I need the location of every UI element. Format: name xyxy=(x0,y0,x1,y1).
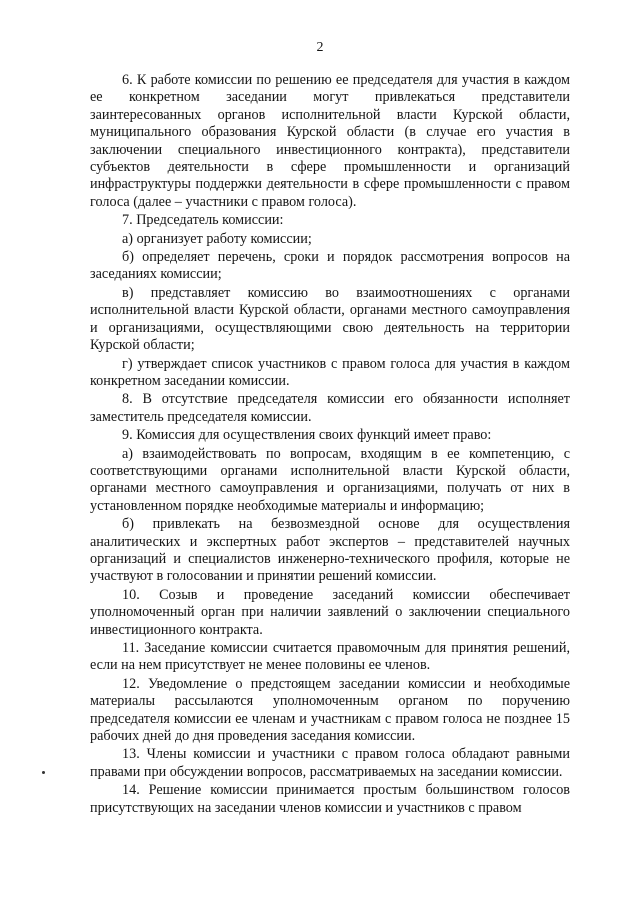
paragraph-14: 14. Решение комиссии принимается простым большинством голосов присутствующих на заседании членов комиссии и участников с правом xyxy=(90,782,570,816)
page-number: 2 xyxy=(316,40,324,55)
paragraph-8: 8. В отсутствие председателя комиссии его обязанности исполняет заместитель председателя комиссии. xyxy=(90,391,570,425)
paragraph-13: 13. Члены комиссии и участники с правом голоса обладают равными правами при обсуждении вопросов, рассматриваемых на заседании комиссии. xyxy=(90,746,570,780)
paragraph-9: 9. Комиссия для осуществления своих функций имеет право: xyxy=(122,427,492,444)
paragraph-9a: а) взаимодействовать по вопросам, входящим в ее компетенцию, с соответствующими органами исполнительной власти Курской области, органами местного самоуправления и организациями, получать от них в установленном порядке необходимые материалы и информацию; xyxy=(90,445,570,514)
paragraph-7a: а) организует работу комиссии; xyxy=(122,230,312,247)
margin-dot-mark xyxy=(42,771,45,774)
paragraph-7: 7. Председатель комиссии: xyxy=(122,212,284,229)
paragraph-12: 12. Уведомление о предстоящем заседании комиссии и необходимые материалы рассылаются уполномоченным органом по поручению председателя комиссии ее членам и участникам с правом голоса не позднее 15 рабочих дней до дня проведения заседания комиссии. xyxy=(90,675,570,745)
paragraph-11: 11. Заседание комиссии считается правомочным для принятия решений, если на нем присутствует не менее половины ее членов. xyxy=(90,640,570,674)
paragraph-7b: б) определяет перечень, сроки и порядок рассмотрения вопросов на заседаниях комиссии; xyxy=(90,249,570,283)
paragraph-7g: г) утверждает список участников с правом голоса для участия в каждом конкретном заседании комиссии. xyxy=(90,355,570,389)
paragraph-9b: б) привлекать на безвозмездной основе для осуществления аналитических и экспертных работ экспертов – представителей научных организаций и специалистов инженерно-технического профиля, которые не участвуют в голосовании и принятии решений комиссии. xyxy=(90,516,570,585)
paragraph-10: 10. Созыв и проведение заседаний комиссии обеспечивает уполномоченный орган при наличии заявлений о заключении специального инвестиционного контракта. xyxy=(90,586,570,638)
document-body xyxy=(90,72,570,817)
paragraph-7v: в) представляет комиссию во взаимоотношениях с органами исполнительной власти Курской области, органами местного самоуправления и организациями, осуществляющими свою деятельность на территории Курской области; xyxy=(90,284,570,354)
paragraph-6: 6. К работе комиссии по решению ее председателя для участия в каждом ее конкретном заседании могут привлекаться представители заинтересованных органов исполнительной власти Курской области, муниципального образования Курской области (в случае его участия в заключении специального инвестиционного контракта), представители субъектов деятельности в сфере промышленности и организаций инфраструктуры поддержки деятельности в сфере промышленности с правом голоса (далее – участники с правом голоса). xyxy=(90,72,570,210)
